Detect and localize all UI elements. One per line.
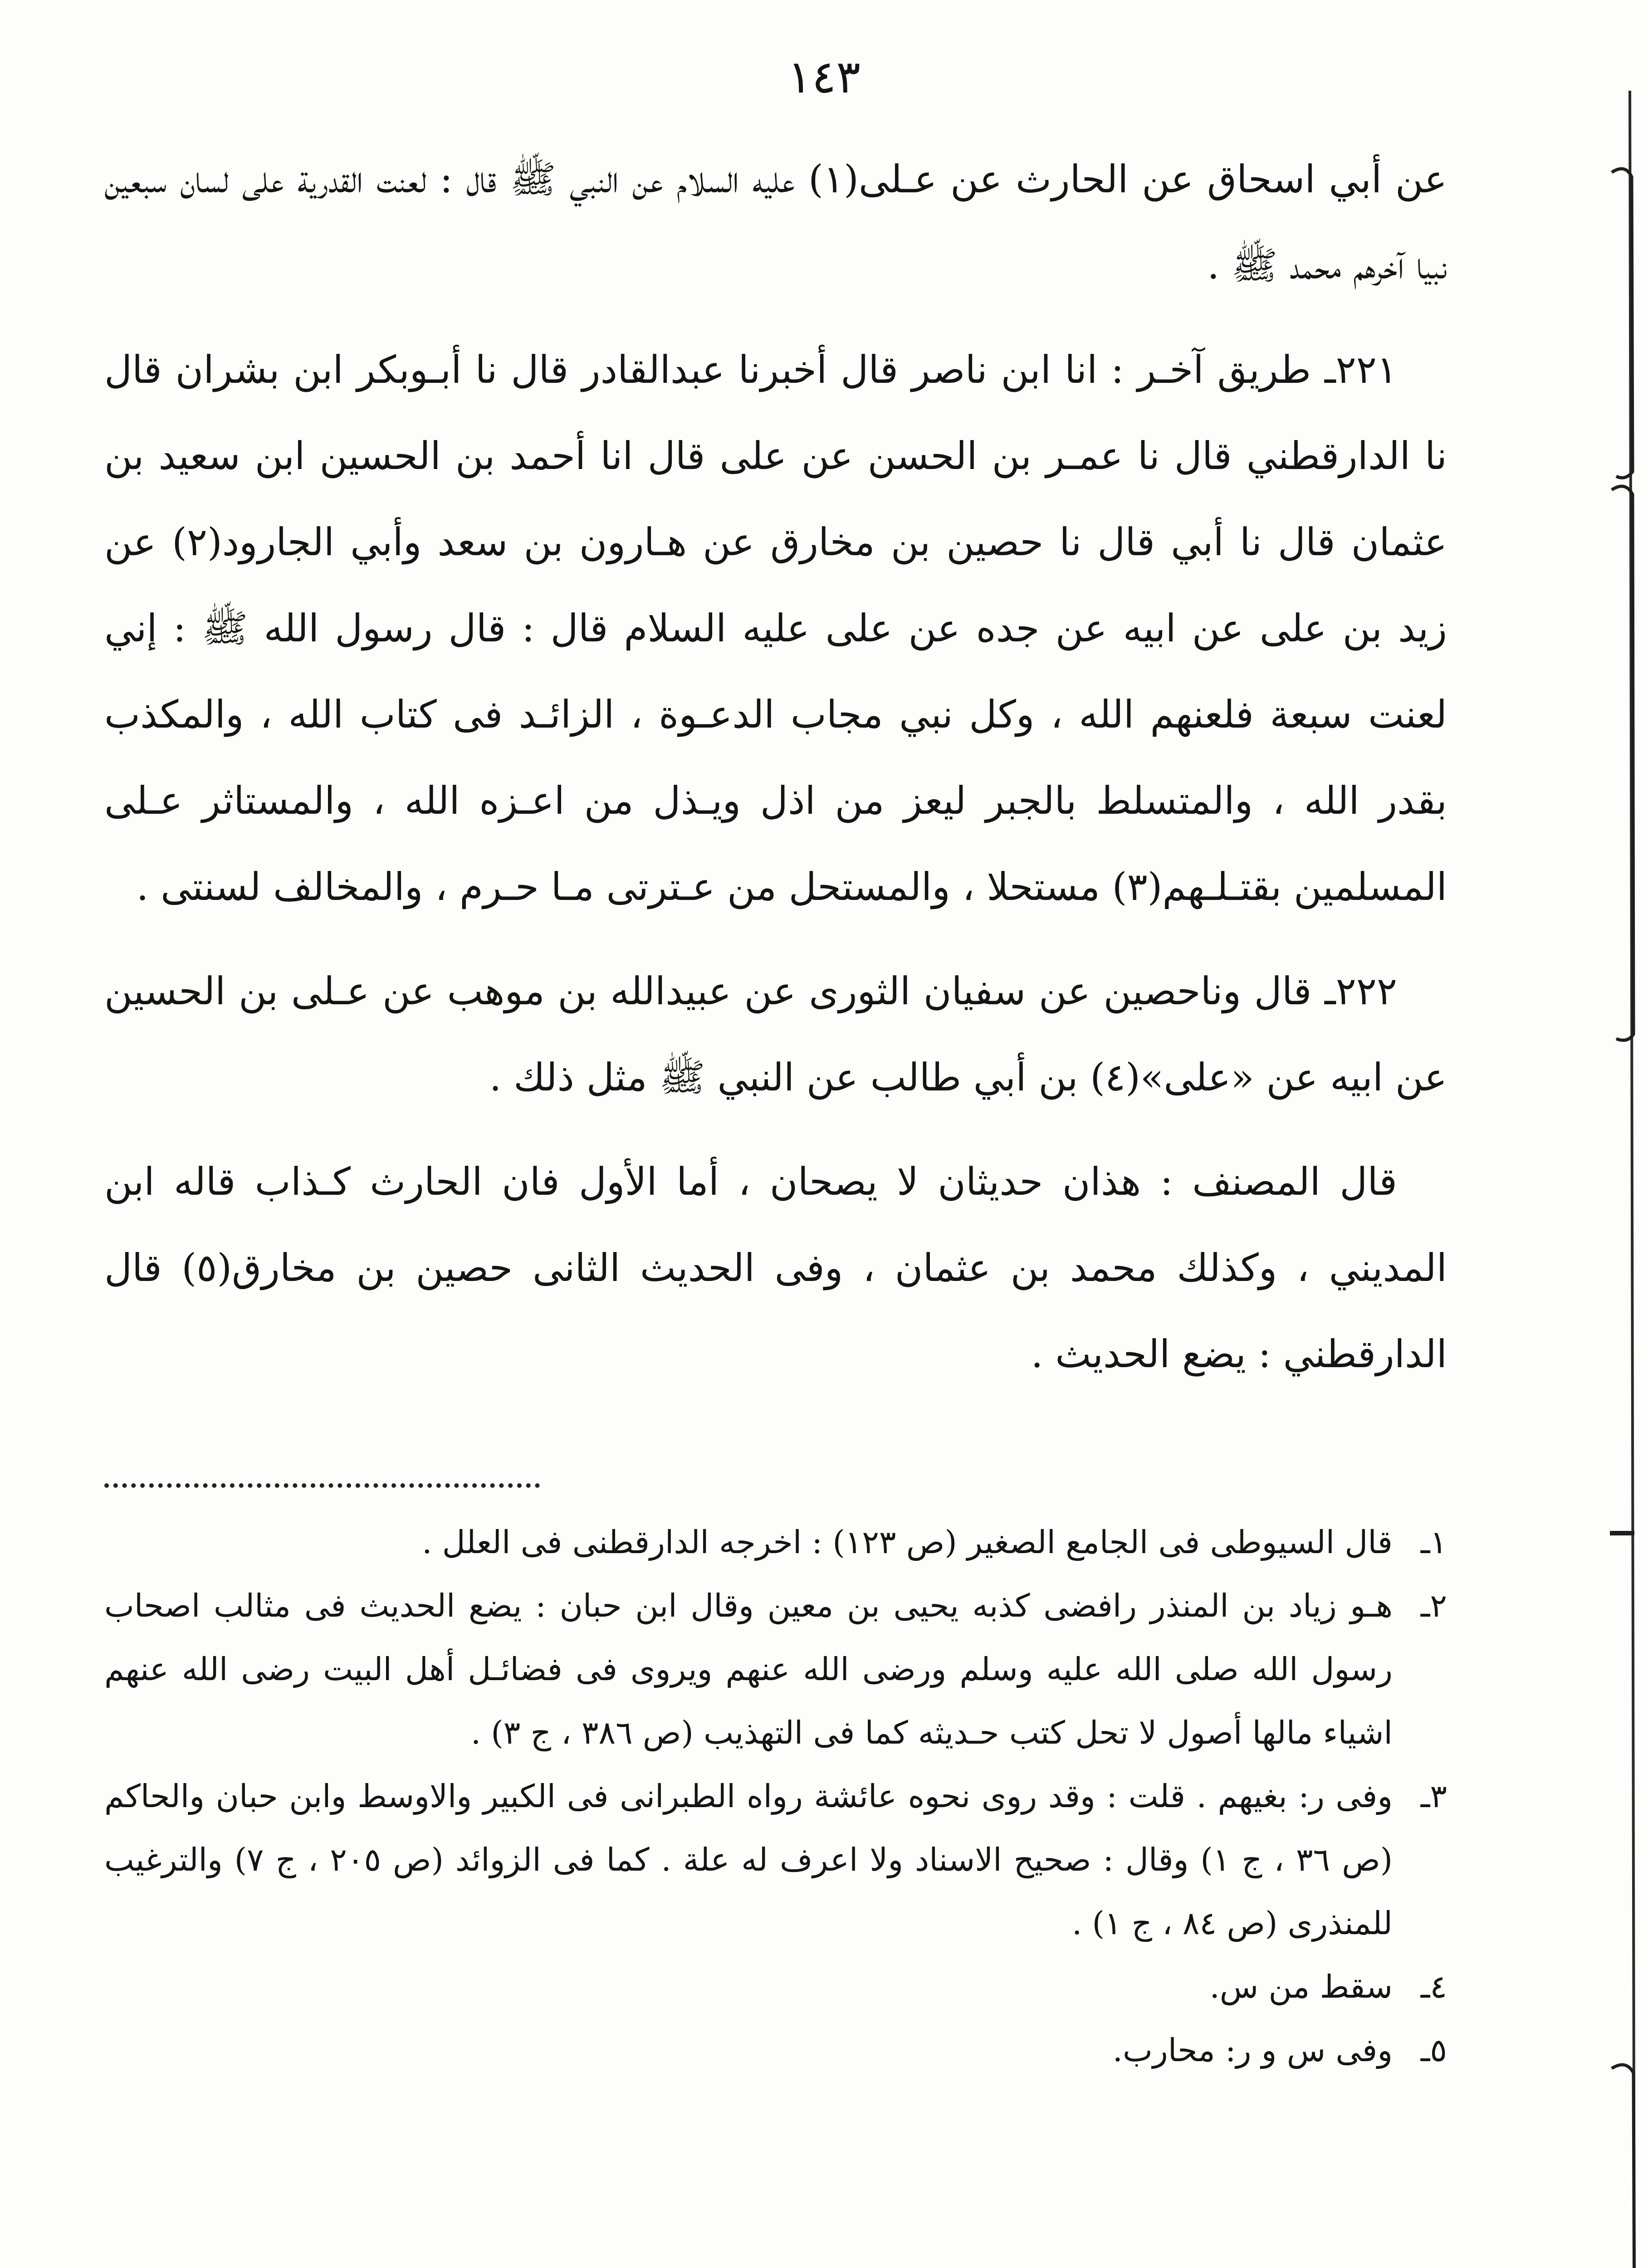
footnote-text: وفى ر: بغيهم . قلت : وقد روى نحوه عائشة رواه الطبرانى فى الكبير والاوسط وابن حبان والحاكم (ص ٣٦ ، ج ١) وقال : صحيح الاسناد ولا اعرف له علة . كما فى الزوائد (ص ٢٠٥ ، ج ٧) والترغيب للمنذرى (ص ٨٤ ، ج ١) . [104,1778,1393,1942]
footnote-number: ٤ـ [1420,1968,1447,2005]
footnote-4 [104,1955,1447,2019]
footnote-number: ٢ـ [1420,1587,1447,1624]
footnote-3 [104,1765,1447,1955]
footnotes [104,1510,1447,2082]
paragraph-hadith-221: ٢٢١ـ طريق آخـر : انا ابن ناصر قال أخبرنا عبدالقادر قال نا أبـوبكر ابن بشران قال نا الدارقطني قال نا عمـر بن الحسن عن على قال انا أحمد بن الحسين ابن سعيد بن عثمان قال نا أبي قال نا حصين بن مخارق عن هـارون بن سعد وأبي الجارود(٢) عن زيد بن على عن ابيه عن جده عن على عليه السلام قال : قال رسول الله ﷺ : إني لعنت سبعة فلعنهم الله ، وكل نبي مجاب الدعـوة ، الزائـد فى كتاب الله ، والمكذب بقدر الله ، والمتسلط بالجبر ليعز من اذل ويـذل من اعـزه الله ، والمستاثر عـلى المسلمين بقتـلـهم(٣) مستحلا ، والمستحل من عـترتى مـا حـرم ، والمخالف لسنتى . [104,347,1447,909]
main-text [104,136,1447,1415]
footnote-text: هـو زياد بن المنذر رافضى كذبه يحيى بن معين وقال ابن حبان : يضع الحديث فى مثالب اصحاب رسول الله صلى الله عليه وسلم ورضى الله عنهم ويروى فى فضائـل أهل البيت رضى الله عنهم اشياء مالها أصول لا تحل كتب حـديثه كما فى التهذيب (ص ٣٨٦ ، ج ٣) . [104,1587,1393,1751]
footnote-text: وفى س و ر: محارب. [1112,2032,1393,2069]
footnote-1 [104,1510,1447,1574]
book-binding-edge [1584,0,1648,2268]
footnote-5 [104,2019,1447,2082]
paragraph-hadith-222: ٢٢٢ـ قال وناحصين عن سفيان الثورى عن عبيدالله بن موهب عن عـلى بن الحسين عن ابيه عن «على»(٤) بن أبي طالب عن النبي ﷺ مثل ذلك . [104,969,1447,1100]
page-number: ١٤٣ [787,50,861,103]
paragraph-author-comment: قال المصنف : هذان حديثان لا يصحان ، أما الأول فان الحارث كـذاب قاله ابن المديني ، وكذلك محمد بن عثمان ، وفى الحديث الثانى حصين بن مخارق(٥) قال الدارقطني : يضع الحديث . [104,1159,1447,1376]
paragraph-intro: عن أبي اسحاق عن الحارث عن عـلى(١) عليه السلام عن النبي ﷺ قال : لعنت القدرية على لسان سبعين نبيا آخرهم محمد ﷺ . [104,157,1447,288]
footnote-number: ١ـ [1420,1524,1447,1561]
footnote-text: سقط من س. [1209,1968,1393,2005]
footnote-separator [104,1479,1447,1492]
footnote-number: ٣ـ [1420,1778,1447,1815]
footnote-number: ٥ـ [1420,2032,1447,2069]
footnote-text: قال السيوطى فى الجامع الصغير (ص ١٢٣) : اخرجه الدارقطنى فى العلل . [422,1524,1393,1561]
footnote-2 [104,1574,1447,1765]
